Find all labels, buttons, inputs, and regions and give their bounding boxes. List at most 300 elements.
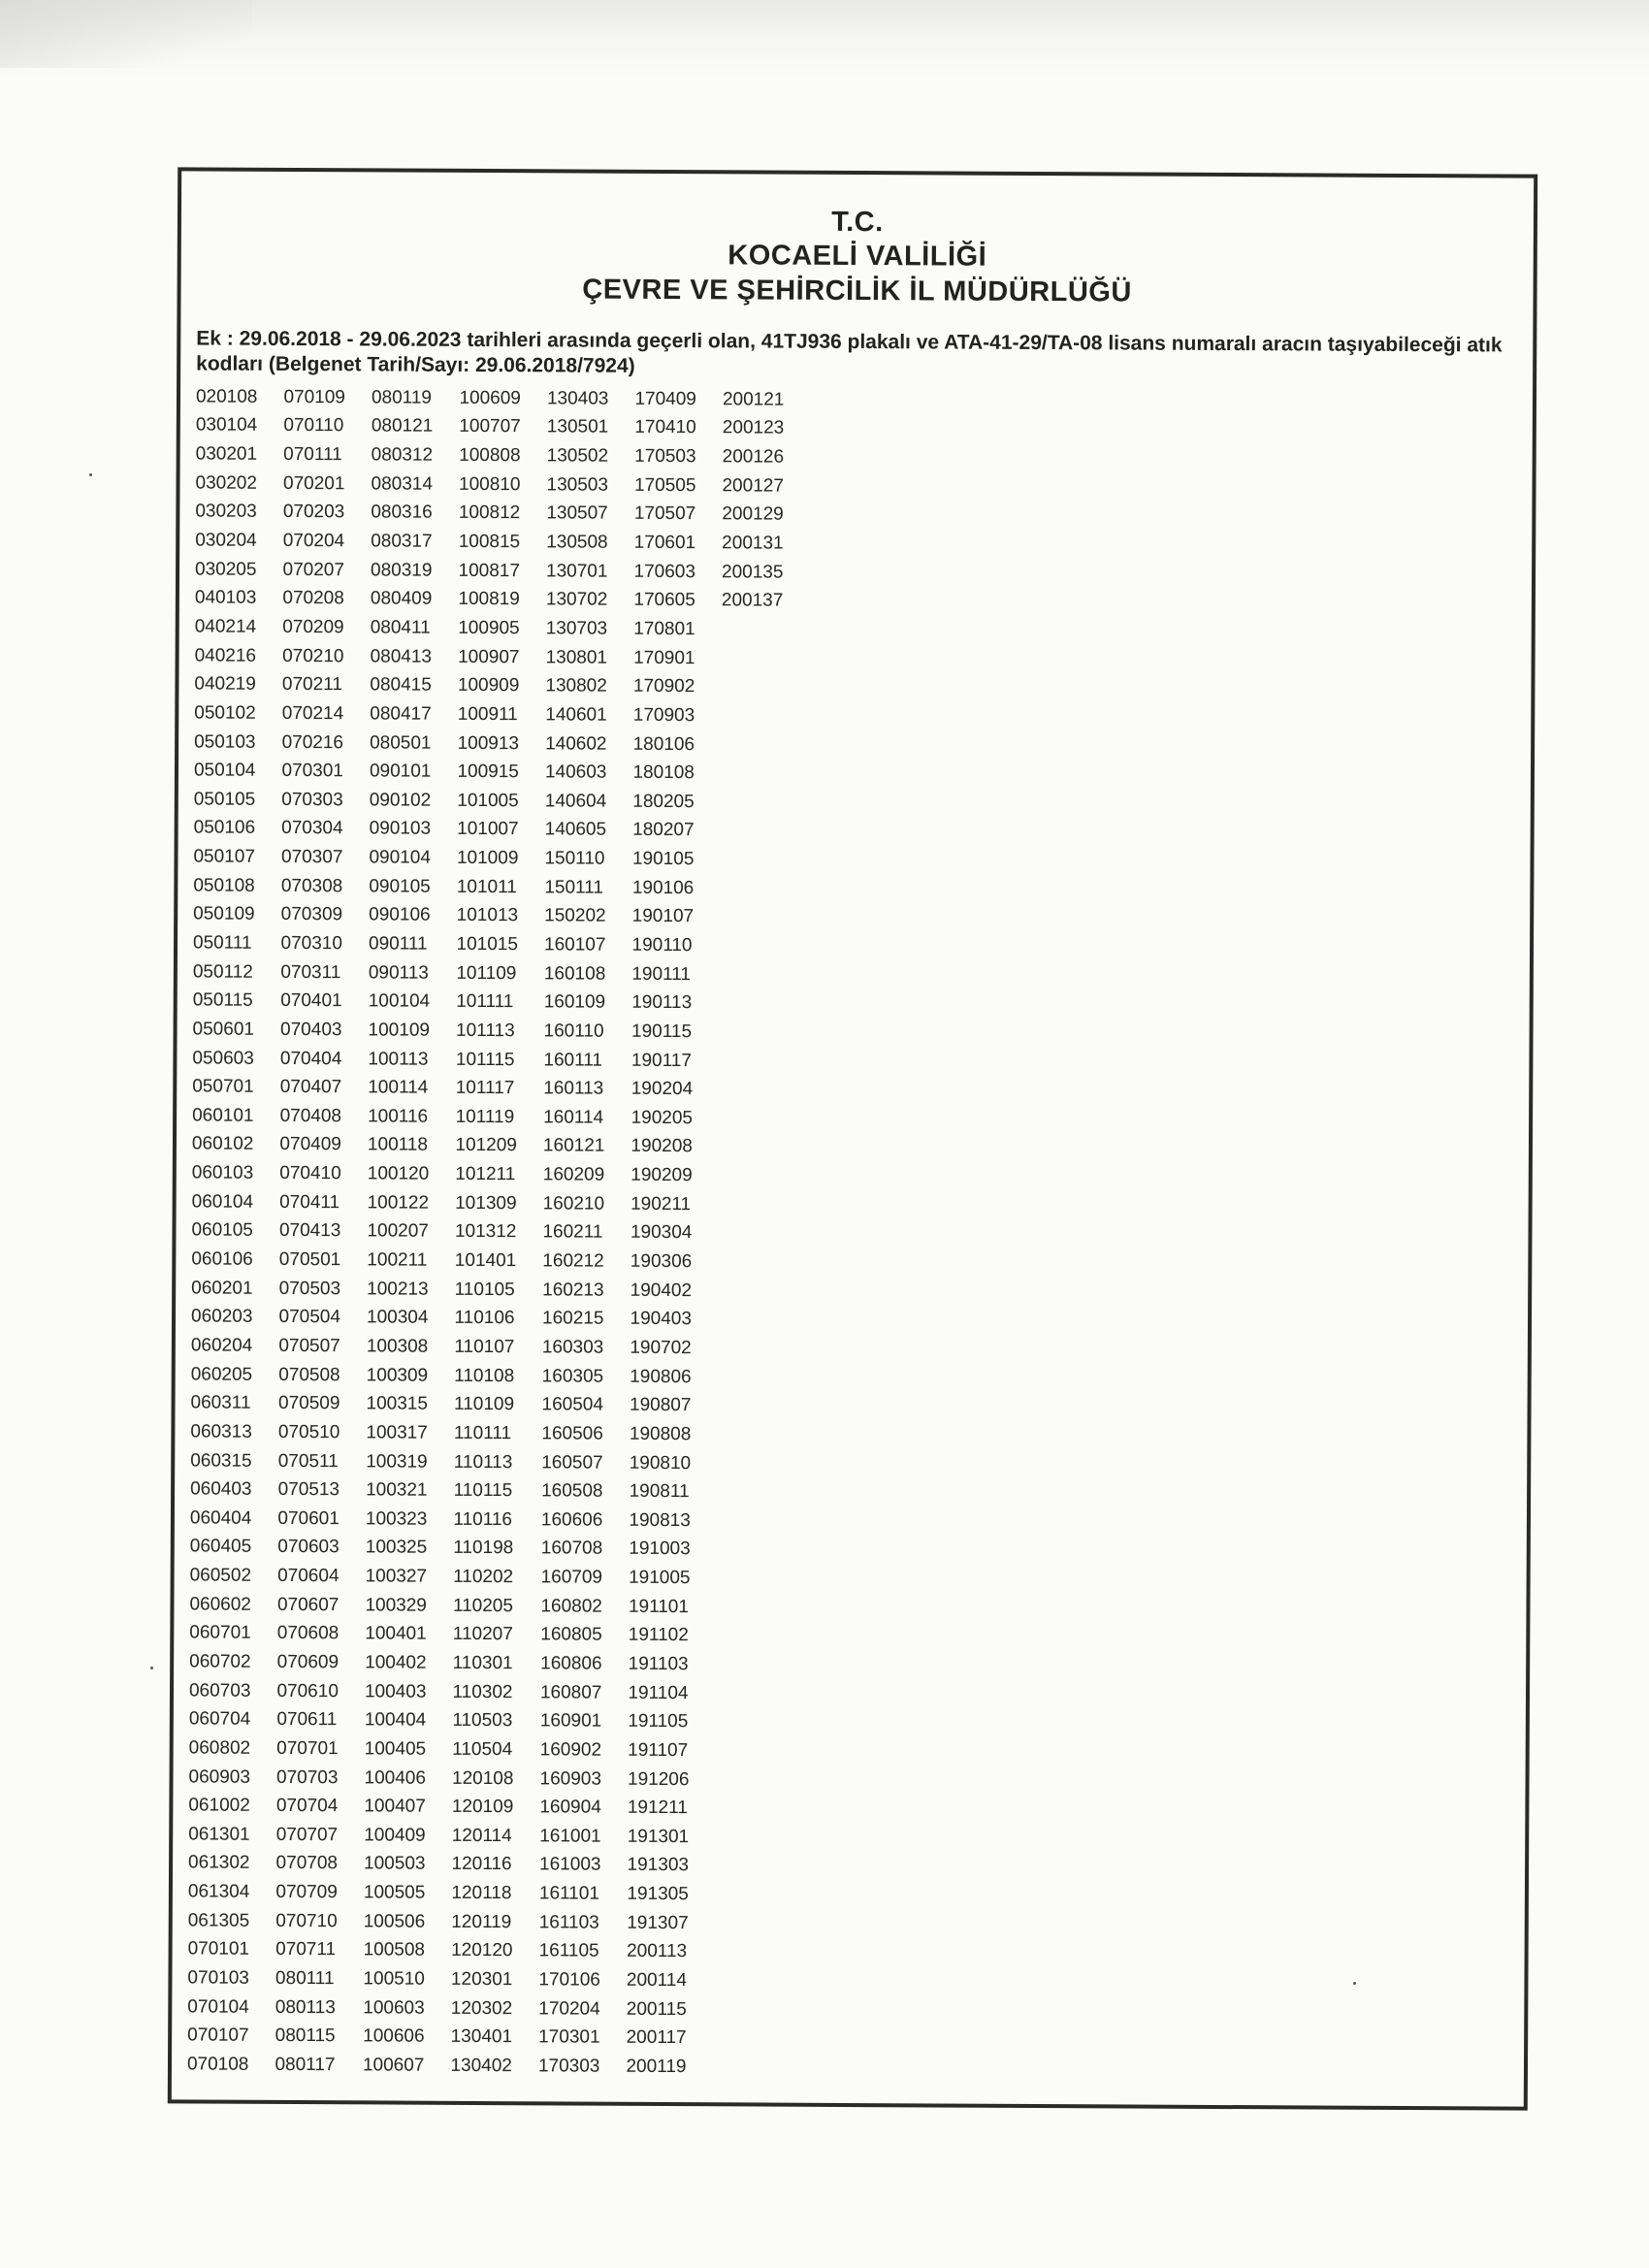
waste-code: 190810 [629, 1452, 692, 1474]
waste-code: 060315 [190, 1449, 252, 1472]
waste-code: 160807 [539, 1681, 602, 1703]
waste-code: 060201 [191, 1278, 253, 1299]
waste-code: 130507 [546, 502, 608, 525]
waste-code: 100913 [457, 732, 520, 754]
waste-code: 070709 [275, 1882, 338, 1903]
waste-code: 190117 [630, 1050, 692, 1071]
waste-code: 170901 [633, 647, 695, 668]
waste-code: 191005 [629, 1567, 691, 1589]
waste-code: 060106 [191, 1248, 253, 1270]
waste-code: 100327 [365, 1566, 428, 1587]
waste-code: 200119 [626, 2056, 687, 2078]
waste-code: 110109 [454, 1394, 515, 1415]
waste-code: 070209 [282, 616, 344, 638]
waste-code: 100607 [362, 2055, 425, 2076]
waste-code: 100915 [457, 761, 519, 783]
waste-code: 090105 [369, 876, 431, 897]
waste-code: 191301 [627, 1826, 690, 1847]
waste-code: 070208 [282, 588, 344, 609]
waste-code: 060405 [189, 1536, 252, 1558]
waste-code: 160903 [539, 1767, 602, 1790]
waste-code: 050107 [193, 846, 255, 867]
waste-code: 070111 [283, 444, 342, 466]
waste-code: 190105 [631, 848, 695, 870]
waste-code: 060403 [190, 1478, 252, 1500]
waste-code: 070411 [279, 1191, 340, 1213]
waste-code: 070310 [280, 932, 343, 955]
waste-code: 191307 [627, 1912, 689, 1933]
waste-code: 110503 [452, 1710, 513, 1732]
waste-code: 101209 [455, 1135, 517, 1156]
waste-code: 160708 [540, 1538, 603, 1560]
waste-code: 090103 [369, 818, 432, 840]
waste-code: 191206 [627, 1768, 690, 1790]
waste-code: 140602 [545, 732, 607, 755]
waste-code: 130802 [545, 675, 607, 697]
waste-code: 050111 [192, 932, 252, 954]
waste-code: 160209 [542, 1164, 605, 1185]
waste-code: 110107 [454, 1336, 515, 1358]
waste-code: 070609 [276, 1651, 340, 1673]
waste-code: 070101 [187, 1938, 250, 1960]
waste-code: 100808 [459, 444, 521, 467]
waste-code: 040214 [194, 616, 257, 637]
waste-code: 080317 [371, 531, 433, 552]
waste-code: 160303 [541, 1337, 604, 1358]
waste-code: 061305 [187, 1910, 250, 1931]
waste-code: 100815 [458, 531, 521, 553]
waste-code: 160213 [542, 1279, 604, 1301]
waste-code: 130703 [545, 618, 608, 639]
waste-code: 120116 [451, 1854, 512, 1875]
waste-code: 100325 [365, 1537, 428, 1559]
waste-code: 170204 [538, 1998, 600, 2020]
waste-code: 070214 [281, 702, 344, 725]
waste-code: 100319 [366, 1450, 428, 1473]
waste-code: 160210 [542, 1193, 605, 1215]
waste-code: 080409 [370, 588, 433, 610]
waste-code: 150202 [544, 905, 606, 927]
waste-code: 190113 [631, 992, 693, 1014]
waste-code: 190304 [630, 1222, 693, 1244]
waste-code: 100503 [364, 1853, 426, 1875]
waste-code: 080111 [275, 1967, 335, 1990]
waste-code: 050109 [193, 903, 255, 925]
waste-code: 060205 [190, 1364, 253, 1385]
waste-code: 191105 [628, 1711, 689, 1733]
waste-code: 100911 [457, 703, 518, 726]
waste-code: 101011 [456, 876, 517, 897]
waste-code: 050106 [193, 817, 256, 839]
waste-code: 160805 [540, 1624, 602, 1646]
waste-code: 070107 [187, 2025, 249, 2047]
waste-code: 070509 [278, 1393, 340, 1414]
waste-code: 160305 [541, 1365, 604, 1387]
waste-code: 100506 [363, 1911, 426, 1932]
waste-code: 060404 [189, 1507, 252, 1529]
waste-code: 070504 [278, 1307, 340, 1328]
waste-code: 020108 [195, 386, 258, 407]
waste-code: 060101 [192, 1105, 254, 1126]
waste-code: 120302 [450, 1997, 513, 2019]
waste-code: 030201 [195, 443, 258, 465]
waste-code: 080121 [371, 415, 434, 437]
waste-code: 190402 [630, 1280, 693, 1301]
waste-code: 110106 [454, 1308, 515, 1329]
waste-code: 070216 [281, 731, 344, 753]
waste-code: 070604 [277, 1565, 340, 1587]
waste-code: 100819 [458, 589, 520, 610]
waste-code: 070207 [282, 559, 345, 580]
waste-code: 070403 [280, 1019, 342, 1041]
scan-speck [1353, 1982, 1356, 1985]
waste-code: 190107 [631, 906, 695, 927]
waste-code: 200137 [721, 590, 784, 611]
waste-code: 191305 [627, 1883, 689, 1905]
waste-code: 130503 [546, 474, 608, 496]
waste-code: 101013 [456, 905, 519, 926]
waste-code: 080411 [370, 617, 431, 638]
waste-code: 180106 [632, 733, 695, 755]
waste-code: 110108 [454, 1365, 515, 1386]
waste-code: 100409 [364, 1825, 426, 1846]
waste-code: 110105 [454, 1279, 515, 1300]
document-header [180, 202, 1534, 311]
waste-code: 190306 [630, 1250, 693, 1273]
waste-code: 070701 [276, 1737, 339, 1760]
waste-code: 110207 [452, 1624, 513, 1645]
waste-code: 130801 [545, 646, 608, 668]
waste-code: 170410 [634, 417, 696, 438]
waste-code: 101109 [456, 962, 517, 984]
waste-code: 100114 [368, 1077, 429, 1098]
waste-code: 170505 [633, 474, 696, 496]
waste-code: 110113 [453, 1451, 513, 1473]
document-frame [168, 167, 1537, 2110]
waste-code: 100812 [458, 502, 521, 524]
waste-code: 040216 [194, 645, 257, 666]
waste-code: 161003 [539, 1854, 601, 1876]
waste-code: 160107 [543, 934, 606, 956]
waste-code: 070501 [278, 1248, 341, 1271]
waste-code: 200117 [626, 2027, 687, 2049]
waste-code: 100207 [367, 1220, 429, 1243]
waste-code: 100120 [367, 1163, 430, 1184]
waste-code: 190111 [631, 963, 692, 985]
waste-code: 120114 [451, 1825, 512, 1847]
waste-code: 070407 [279, 1077, 342, 1098]
waste-code: 070203 [282, 502, 345, 523]
waste-code: 100315 [366, 1393, 429, 1414]
waste-code: 190106 [631, 877, 695, 898]
waste-code: 070308 [280, 875, 343, 896]
waste-code: 070304 [281, 818, 343, 839]
waste-code: 150111 [544, 877, 604, 898]
waste-code: 050102 [194, 702, 256, 724]
waste-code: 110504 [452, 1738, 513, 1761]
waste-code: 100817 [458, 560, 521, 581]
waste-code: 190813 [629, 1509, 691, 1531]
waste-code: 200135 [722, 561, 784, 583]
waste-code: 161105 [538, 1940, 599, 1962]
waste-code: 050115 [192, 989, 253, 1012]
waste-code: 100810 [458, 473, 521, 495]
waste-code: 070710 [275, 1910, 338, 1931]
waste-code: 070608 [276, 1623, 340, 1644]
waste-code: 090101 [369, 761, 432, 782]
waste-code: 120120 [451, 1940, 513, 1961]
waste-code: 160114 [543, 1107, 604, 1128]
waste-code: 101111 [456, 991, 514, 1013]
waste-code: 100508 [363, 1939, 426, 1961]
waste-code: 170106 [538, 1969, 600, 1991]
waste-code: 080119 [371, 387, 433, 408]
waste-code: 200127 [722, 475, 784, 497]
waste-code: 100317 [366, 1422, 428, 1443]
waste-code: 050103 [194, 730, 256, 753]
waste-code: 130401 [450, 2026, 513, 2048]
waste-code: 060703 [188, 1680, 251, 1701]
waste-code: 100606 [363, 2025, 425, 2048]
waste-code: 080115 [275, 2025, 336, 2047]
waste-code: 160111 [543, 1049, 603, 1071]
waste-code: 110198 [453, 1538, 514, 1559]
waste-code: 060704 [188, 1708, 251, 1731]
waste-code: 191107 [628, 1739, 689, 1762]
waste-code: 070607 [276, 1594, 340, 1615]
waste-code: 160110 [543, 1021, 604, 1042]
waste-code: 100603 [363, 1997, 425, 2019]
waste-code: 060103 [191, 1162, 254, 1183]
waste-code: 190208 [630, 1136, 693, 1157]
waste-code: 160506 [541, 1423, 603, 1444]
waste-code: 060204 [190, 1335, 253, 1356]
waste-code: 161101 [538, 1883, 599, 1904]
waste-code: 110115 [453, 1480, 513, 1502]
waste-code: 190808 [629, 1423, 692, 1445]
waste-code: 070703 [275, 1766, 339, 1788]
waste-code: 070704 [275, 1796, 339, 1817]
waste-code: 180205 [632, 791, 695, 812]
waste-code: 060701 [189, 1622, 251, 1644]
waste-code: 080413 [370, 645, 433, 667]
waste-code: 190807 [630, 1395, 692, 1416]
waste-code: 200123 [722, 417, 785, 439]
waste-code: 060313 [190, 1421, 252, 1442]
waste-code: 100404 [364, 1709, 427, 1731]
waste-code: 160904 [539, 1797, 601, 1818]
page-corner-shadow [0, 0, 252, 68]
waste-code: 070311 [280, 961, 341, 983]
waste-code: 170601 [633, 532, 696, 554]
waste-code: 190209 [630, 1164, 693, 1186]
annex-note: Ek : 29.06.2018 - 29.06.2023 tarihleri arasında geçerli olan, 41TJ936 plakalı ve ATA-41-29/TA-08 lisans numaralı aracın taşıyabileceği atık kodları (Belgenet Tarih/Sayı: 29.06.2018/7924) [196, 327, 1503, 377]
waste-code: 050701 [192, 1076, 254, 1097]
waste-code: 160215 [541, 1308, 604, 1329]
waste-code: 160121 [542, 1135, 605, 1157]
waste-code: 200113 [627, 1941, 688, 1962]
waste-code: 061002 [188, 1795, 250, 1816]
waste-code: 070109 [283, 386, 345, 408]
waste-code: 110202 [453, 1566, 514, 1588]
waste-code: 130502 [546, 445, 609, 467]
waste-code: 110116 [453, 1508, 513, 1530]
waste-code: 170902 [632, 676, 695, 697]
waste-code: 130702 [545, 589, 608, 610]
waste-code: 090111 [368, 933, 428, 955]
waste-code: 070708 [275, 1853, 339, 1874]
waste-code: 130402 [450, 2055, 512, 2077]
waste-code: 080415 [370, 674, 432, 696]
waste-code: 160113 [543, 1078, 604, 1099]
waste-code: 080312 [371, 444, 434, 466]
waste-code: 110301 [452, 1652, 513, 1674]
waste-code: 040103 [194, 587, 257, 609]
waste-code: 190702 [630, 1337, 692, 1359]
waste-code: 190403 [630, 1309, 692, 1330]
waste-code: 030203 [195, 501, 257, 523]
waste-code: 170301 [538, 2026, 600, 2048]
waste-code: 100505 [363, 1882, 426, 1903]
waste-code: 130701 [546, 560, 608, 582]
waste-code: 070408 [279, 1105, 342, 1127]
waste-code: 070510 [277, 1421, 340, 1443]
waste-code: 080316 [371, 502, 433, 524]
waste-code: 060802 [188, 1737, 251, 1759]
waste-code: 040219 [194, 673, 256, 695]
waste-code: 200121 [722, 389, 785, 410]
waste-code: 070410 [279, 1163, 341, 1184]
waste-code: 160606 [540, 1509, 603, 1531]
waste-code: 180207 [632, 820, 695, 841]
waste-code: 050105 [193, 789, 256, 810]
waste-code: 060105 [191, 1219, 253, 1242]
waste-code: 101117 [455, 1078, 515, 1099]
waste-code: 191101 [628, 1596, 690, 1617]
waste-code: 120109 [451, 1797, 514, 1818]
waste-code: 030204 [195, 530, 257, 551]
waste-code: 100402 [365, 1652, 427, 1673]
waste-code: 170603 [633, 561, 696, 582]
waste-code: 060502 [189, 1565, 252, 1586]
waste-code: 090113 [368, 962, 429, 984]
waste-code: 100323 [365, 1508, 428, 1530]
waste-code: 160508 [541, 1480, 603, 1502]
waste-code: 130508 [546, 532, 608, 553]
waste-code: 140601 [545, 704, 607, 726]
waste-code: 050108 [193, 875, 255, 896]
waste-code: 070210 [282, 645, 344, 666]
waste-code: 100403 [364, 1681, 427, 1702]
waste-code: 050112 [192, 961, 253, 983]
waste-code: 110205 [452, 1595, 514, 1616]
waste-code: 070201 [282, 472, 345, 494]
waste-code: 090104 [369, 847, 431, 868]
waste-code: 160901 [539, 1710, 602, 1732]
waste-code: 080314 [371, 473, 433, 495]
waste-code: 030205 [195, 559, 257, 580]
waste-code: 100609 [459, 387, 521, 409]
waste-code: 070611 [276, 1709, 338, 1731]
waste-code: 070108 [186, 2054, 249, 2075]
waste-code: 200129 [722, 503, 784, 525]
waste-code: 101211 [455, 1163, 516, 1185]
waste-code: 050104 [193, 760, 256, 781]
waste-code: 090106 [369, 904, 431, 926]
waste-code: 060203 [190, 1306, 253, 1328]
waste-code: 100116 [368, 1106, 429, 1127]
waste-code: 120301 [450, 1968, 513, 1991]
waste-code: 200131 [722, 533, 784, 554]
waste-code: 080417 [370, 703, 432, 725]
waste-code: 070204 [282, 530, 345, 552]
waste-code: 190806 [630, 1366, 692, 1387]
waste-code: 190811 [629, 1480, 690, 1503]
waste-code: 160709 [540, 1567, 603, 1588]
waste-code: 120108 [451, 1767, 514, 1789]
waste-code: 060104 [191, 1191, 254, 1213]
waste-code: 101005 [457, 790, 519, 811]
waste-code: 160507 [541, 1451, 603, 1474]
waste-code: 161103 [538, 1912, 599, 1933]
waste-code: 070508 [278, 1364, 340, 1385]
waste-code: 100309 [366, 1364, 429, 1386]
waste-code: 160802 [540, 1596, 602, 1617]
waste-code: 030104 [195, 414, 258, 437]
waste-code: 191003 [629, 1539, 691, 1560]
waste-code: 100211 [367, 1249, 428, 1271]
waste-code: 110111 [453, 1422, 512, 1444]
waste-code: 050603 [192, 1047, 254, 1069]
waste-code: 100905 [458, 617, 520, 639]
waste-code: 101119 [455, 1106, 515, 1128]
waste-code: 120119 [451, 1911, 512, 1932]
waste-code: 160211 [542, 1221, 603, 1244]
waste-code: 120118 [451, 1882, 512, 1904]
waste-code: 070707 [275, 1824, 339, 1846]
waste-code: 160212 [542, 1250, 604, 1272]
waste-code: 100104 [368, 990, 431, 1012]
waste-code: 170903 [632, 704, 695, 727]
waste-code: 070301 [281, 761, 343, 782]
waste-code: 070401 [280, 990, 342, 1012]
waste-code: 070409 [279, 1134, 341, 1155]
waste-code: 100321 [366, 1479, 428, 1501]
waste-code: 080117 [275, 2054, 336, 2076]
waste-code: 100308 [366, 1336, 429, 1357]
waste-code: 080501 [370, 731, 432, 754]
waste-code: 190211 [630, 1193, 692, 1215]
header-governorship: KOCAELİ VALİLİĞİ [728, 240, 987, 273]
waste-code: 140603 [544, 761, 607, 783]
waste-code: 070601 [277, 1507, 340, 1530]
waste-code: 061301 [188, 1824, 250, 1845]
waste-code: 101015 [456, 933, 519, 956]
waste-code: 140605 [544, 819, 607, 841]
waste-code: 160504 [541, 1394, 604, 1415]
waste-code: 070103 [187, 1967, 249, 1989]
waste-code: 030202 [195, 472, 257, 494]
header-republic: T.C. [831, 206, 884, 239]
waste-code: 060102 [191, 1133, 254, 1155]
waste-code: 080113 [275, 1996, 336, 2018]
waste-code: 191211 [627, 1797, 688, 1819]
waste-code: 070503 [278, 1278, 341, 1299]
waste-code: 060702 [189, 1651, 251, 1672]
scan-speck [89, 473, 92, 476]
waste-code: 191104 [628, 1682, 689, 1703]
waste-code: 100113 [368, 1048, 429, 1070]
